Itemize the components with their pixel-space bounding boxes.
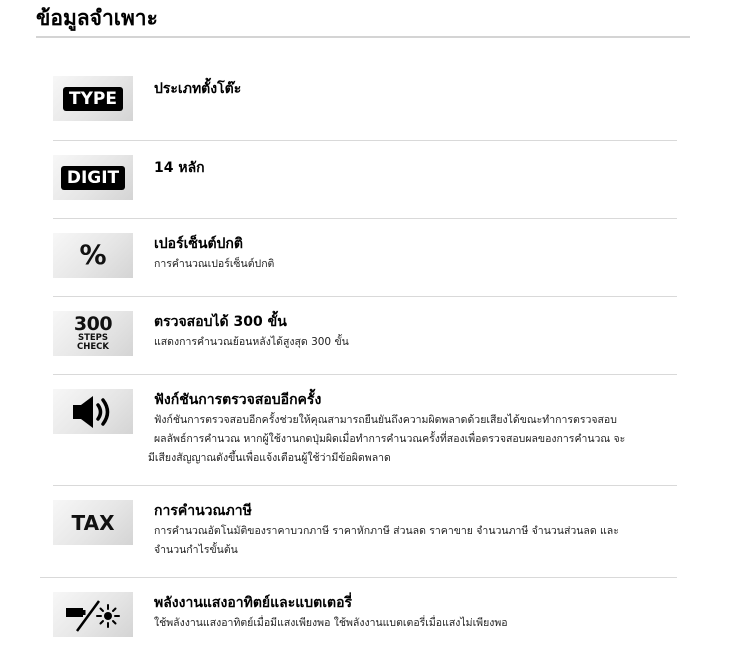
steps-label: STEPS [77, 333, 109, 343]
description-line: ฟังก์ชันการตรวจสอบอีกครั้งช่วยให้คุณสามารถยืนยันถึงความผิดพลาดด้วยเสียงได้ขณะทำการตรวจสอบ [154, 414, 617, 426]
description-line: ผลลัพธ์การคำนวณ หากผู้ใช้งานกดปุ่มผิดเมื่อทำการคำนวณครั้งที่สองเพื่อตรวจสอบผลของการคำนวณ จะ [154, 433, 626, 445]
page-title: ข้อมูลจำเพาะ [36, 6, 158, 30]
steps-count-label: 300 [73, 313, 113, 335]
spec-row-power [53, 592, 677, 642]
percent-icon-label: % [79, 240, 107, 271]
type-badge-label: TYPE [63, 87, 123, 111]
spec-description [154, 522, 674, 560]
digit-badge-icon [53, 155, 133, 200]
row-divider [53, 218, 677, 219]
type-badge-icon [53, 76, 133, 121]
row-divider [53, 374, 677, 375]
spec-row-recheck [53, 389, 677, 474]
description-line: การคำนวณอัตโนมัติของราคาบวกภาษี ราคาหักภาษี ส่วนลด ราคาขาย จำนวนภาษี จำนวนส่วนลด และ [154, 525, 619, 537]
spec-description: แสดงการคำนวณย้อนหลังได้สูงสุด 300 ขั้น [154, 336, 349, 348]
spec-title: พลังงานแสงอาทิตย์และแบตเตอรี่ [154, 595, 353, 611]
spec-title: 14 หลัก [154, 160, 205, 176]
spec-row-percent [53, 233, 677, 283]
description-line: มีเสียงสัญญาณดังขึ้นเพื่อแจ้งเตือนผู้ใช้ว่ามีข้อผิดพลาด [148, 452, 391, 464]
row-divider [53, 485, 677, 486]
spec-description: ใช้พลังงานแสงอาทิตย์เมื่อมีแสงเพียงพอ ใช้พลังงานแบตเตอรี่เมื่อแสงไม่เพียงพอ [154, 617, 508, 629]
row-divider [40, 577, 677, 578]
spec-description [148, 411, 674, 468]
spec-description: การคำนวณเปอร์เซ็นต์ปกติ [154, 258, 275, 270]
spec-row-type [53, 76, 677, 126]
300-steps-check-icon [53, 311, 133, 356]
spec-row-digit [53, 155, 677, 205]
spec-title: ฟังก์ชันการตรวจสอบอีกครั้ง [154, 392, 322, 408]
tax-icon [53, 500, 133, 545]
spec-title: ประเภทตั้งโต๊ะ [154, 81, 242, 97]
digit-badge-label: DIGIT [61, 166, 125, 190]
spec-row-tax [53, 500, 677, 565]
spec-title: การคำนวณภาษี [154, 503, 252, 519]
title-divider [36, 36, 690, 38]
battery-solar-icon-graphic [63, 595, 123, 635]
battery-solar-icon [53, 592, 133, 637]
row-divider [53, 296, 677, 297]
spec-row-steps [53, 311, 677, 361]
percent-icon [53, 233, 133, 278]
speaker-icon [53, 389, 133, 434]
speaker-icon-graphic [71, 392, 115, 432]
description-line: จำนวนกำไรขั้นต้น [154, 544, 238, 556]
check-label: CHECK [77, 342, 109, 352]
spec-title: ตรวจสอบได้ 300 ขั้น [154, 314, 287, 330]
spec-title: เปอร์เซ็นต์ปกติ [154, 236, 244, 252]
row-divider [53, 140, 677, 141]
tax-icon-label: TAX [71, 510, 115, 535]
